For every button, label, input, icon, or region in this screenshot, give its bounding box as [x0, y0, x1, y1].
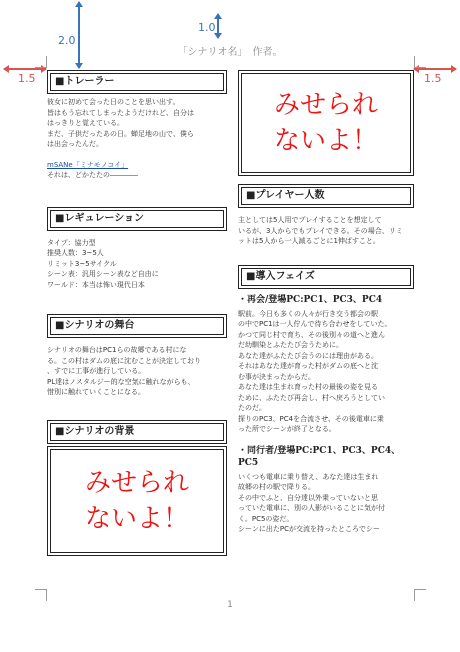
stage-line: る。この村はダムの底に沈むことが決定しており: [47, 356, 201, 365]
stage-line: 惜別に触れていくことになる。: [47, 388, 145, 396]
trailer-line: [47, 150, 227, 160]
reunion-line: それはあなた達が育った村がダムの底へと沈: [238, 362, 378, 370]
reunion-line: 駅前。今日も多くの人々が行き交う都会の駅: [238, 309, 378, 318]
header-gap-arrow: [217, 14, 219, 38]
hidden-content-box: [241, 73, 411, 173]
companion-line: 故郷の村の駅で降りる。: [238, 483, 315, 491]
right-margin-arrow: [414, 68, 456, 70]
regulation-line: 推奨人数：3~5人: [47, 249, 104, 257]
reunion-line: ために、ふたたび再会し、村へ戻ろうとしてい: [238, 393, 385, 402]
trailer-heading: ■トレーラー: [50, 73, 224, 91]
players-heading: ■プレイヤー人数: [241, 187, 411, 205]
top-margin-label: 2.0: [58, 34, 76, 47]
intro-subheading-reunion: ・再会/登場PC:PC1、PC3、PC4: [238, 294, 383, 305]
companion-line: その中でふと、自分達以外乗っていないと思: [238, 493, 378, 502]
reunion-line: 探りのPC3、PC4を合流させ、その後電車に乗: [238, 414, 384, 423]
reunion-line: った所でシーンが終了となる。: [238, 425, 336, 433]
reunion-line: かつて同じ村で育ち、その後別々の道へと進ん: [238, 330, 385, 339]
players-line: いるが、3人からでもプレイできる。その場合、リミ: [238, 226, 403, 235]
page-header: 「シナリオ名」 作者。: [177, 47, 283, 58]
companion-line: く。PC5の姿だ。: [238, 514, 294, 523]
trailer-line: はっきりと覚えている。: [47, 119, 124, 127]
regulation-line: ワールド：本当は怖い現代日本: [47, 280, 145, 289]
background-heading: ■シナリオの背景: [50, 423, 224, 441]
page-number: 1: [227, 600, 233, 610]
left-margin-arrow: [4, 68, 46, 70]
top-margin-arrow: [78, 2, 80, 68]
intro-heading: ■導入フェイズ: [241, 268, 411, 286]
stage-line: PL達はノスタルジー的な空気に触れながらも、: [47, 377, 195, 386]
companion-line: いくつも電車に乗り替え、あなた達は生まれ: [238, 472, 379, 481]
stage-heading: ■シナリオの舞台: [50, 317, 224, 335]
trailer-line: 皆はもう忘れてしまったようだけれど、自分は: [47, 108, 194, 117]
regulation-line: タイプ：協力型: [47, 238, 96, 247]
trailer-line: それは、どかたたの――――: [47, 171, 138, 179]
stage-line: 、すでに工事が進行している。: [47, 367, 146, 375]
reunion-text: [238, 309, 414, 435]
companion-text: [238, 472, 414, 535]
trailer-line: 彼女に初めて会った日のことを思い出す。: [47, 98, 180, 106]
reunion-line: だ幼馴染とふたたび会うために。: [238, 341, 343, 349]
regulation-line: シーン表：汎用シーン表など自由に: [47, 270, 159, 278]
trailer-line: まだ、子供だったあの日。蝉足地の山で、僕ら: [47, 129, 194, 138]
left-column: [47, 70, 227, 556]
regulation-line: リミット3~5サイクル: [47, 259, 117, 268]
players-line: 主としては5人用でプレイすることを想定して: [238, 216, 382, 224]
reunion-line: の中でPC1は一人佇んで待ち合わせをしていた。: [238, 320, 392, 328]
companion-line: シーンに出たPCが交流を持ったところでシー: [238, 525, 380, 533]
stage-line: シナリオの舞台はPC1らの故郷である村にな: [47, 346, 187, 354]
reunion-line: たのだ。: [238, 404, 266, 412]
hidden-content-box: [50, 449, 224, 553]
companion-line: っていた電車に、別の人影がいることに気が付: [238, 504, 385, 512]
hidden-notice: みせられ ないよ！: [84, 467, 189, 534]
reunion-line: あなた達は生まれ育った村の最後の姿を見る: [238, 383, 378, 391]
stage-text: [47, 345, 227, 398]
reunion-line: む事が決まったからだ。: [238, 372, 315, 381]
left-margin-label: 1.5: [18, 72, 36, 85]
trailer-line: は出会ったんだ。: [47, 140, 103, 148]
players-line: ットは5人から一人減るごとに1伸ばすこと。: [238, 237, 380, 245]
trailer-text: [47, 97, 227, 181]
reunion-line: あなた達がふたたび会うのには理由がある。: [238, 351, 378, 360]
intro-subheading-companion: ・同行者/登場PC:PC1、PC3、PC4、 PC5: [238, 445, 401, 468]
regulation-text: [47, 238, 227, 291]
trailer-line: mSANe「ミナモノコイ」: [47, 160, 129, 169]
right-column: [238, 70, 414, 539]
right-margin-label: 1.5: [424, 72, 442, 85]
players-text: [238, 215, 414, 247]
regulation-heading: ■レギュレーション: [50, 210, 224, 228]
hidden-notice: みせられ ないよ！: [273, 90, 378, 156]
header-gap-label: 1.0: [198, 21, 216, 34]
